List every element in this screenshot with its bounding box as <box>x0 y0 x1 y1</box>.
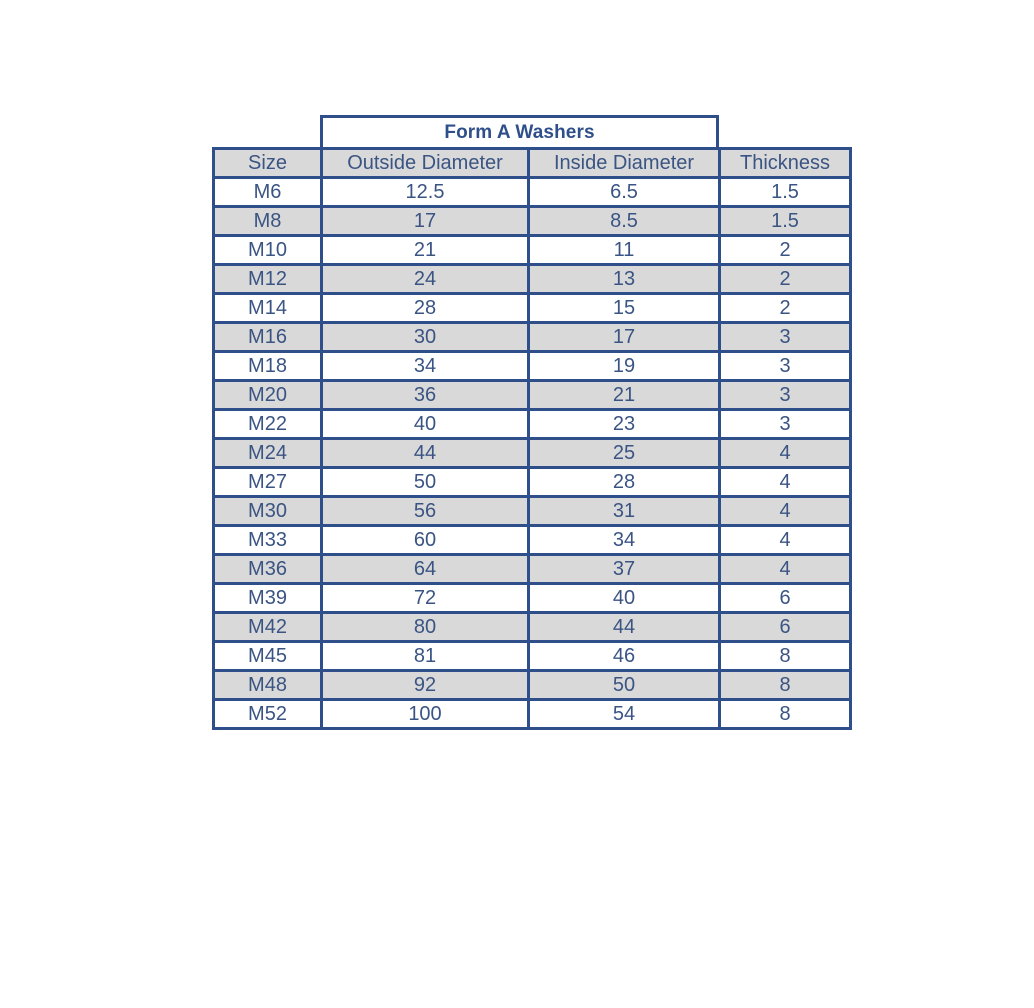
column-header-size: Size <box>214 149 322 178</box>
table-row <box>214 439 851 468</box>
outside-diameter-cell: 36 <box>322 381 529 410</box>
outside-diameter-cell: 34 <box>322 352 529 381</box>
outside-diameter-cell: 64 <box>322 555 529 584</box>
thickness-cell: 1.5 <box>720 207 851 236</box>
inside-diameter-cell: 8.5 <box>529 207 720 236</box>
outside-diameter-cell: 80 <box>322 613 529 642</box>
inside-diameter-cell: 28 <box>529 468 720 497</box>
thickness-cell: 2 <box>720 265 851 294</box>
thickness-cell: 8 <box>720 671 851 700</box>
size-cell: M24 <box>214 439 322 468</box>
table-row <box>214 352 851 381</box>
table-row <box>214 613 851 642</box>
size-cell: M6 <box>214 178 322 207</box>
outside-diameter-cell: 40 <box>322 410 529 439</box>
size-cell: M12 <box>214 265 322 294</box>
table-row <box>214 236 851 265</box>
inside-diameter-cell: 13 <box>529 265 720 294</box>
table-row <box>214 468 851 497</box>
inside-diameter-cell: 23 <box>529 410 720 439</box>
table-row <box>214 555 851 584</box>
inside-diameter-cell: 37 <box>529 555 720 584</box>
outside-diameter-cell: 12.5 <box>322 178 529 207</box>
table-row <box>214 323 851 352</box>
outside-diameter-cell: 72 <box>322 584 529 613</box>
table-title: Form A Washers <box>320 115 719 147</box>
outside-diameter-cell: 100 <box>322 700 529 729</box>
thickness-cell: 4 <box>720 526 851 555</box>
thickness-cell: 1.5 <box>720 178 851 207</box>
size-cell: M33 <box>214 526 322 555</box>
inside-diameter-cell: 6.5 <box>529 178 720 207</box>
size-cell: M27 <box>214 468 322 497</box>
thickness-cell: 3 <box>720 381 851 410</box>
table-row <box>214 207 851 236</box>
outside-diameter-cell: 44 <box>322 439 529 468</box>
table-row <box>214 294 851 323</box>
column-header-thickness: Thickness <box>720 149 851 178</box>
inside-diameter-cell: 54 <box>529 700 720 729</box>
thickness-cell: 2 <box>720 294 851 323</box>
washers-table <box>212 147 852 730</box>
thickness-cell: 8 <box>720 700 851 729</box>
outside-diameter-cell: 92 <box>322 671 529 700</box>
inside-diameter-cell: 17 <box>529 323 720 352</box>
size-cell: M39 <box>214 584 322 613</box>
inside-diameter-cell: 50 <box>529 671 720 700</box>
outside-diameter-cell: 21 <box>322 236 529 265</box>
table-row <box>214 584 851 613</box>
thickness-cell: 3 <box>720 352 851 381</box>
size-cell: M8 <box>214 207 322 236</box>
inside-diameter-cell: 34 <box>529 526 720 555</box>
size-cell: M18 <box>214 352 322 381</box>
inside-diameter-cell: 11 <box>529 236 720 265</box>
size-cell: M48 <box>214 671 322 700</box>
size-cell: M10 <box>214 236 322 265</box>
size-cell: M52 <box>214 700 322 729</box>
outside-diameter-cell: 56 <box>322 497 529 526</box>
table-row <box>214 381 851 410</box>
outside-diameter-cell: 60 <box>322 526 529 555</box>
size-cell: M22 <box>214 410 322 439</box>
size-cell: M14 <box>214 294 322 323</box>
outside-diameter-cell: 28 <box>322 294 529 323</box>
inside-diameter-cell: 44 <box>529 613 720 642</box>
header-row <box>214 149 851 178</box>
inside-diameter-cell: 19 <box>529 352 720 381</box>
thickness-cell: 4 <box>720 497 851 526</box>
thickness-cell: 4 <box>720 439 851 468</box>
thickness-cell: 3 <box>720 410 851 439</box>
table-row <box>214 526 851 555</box>
table-row <box>214 178 851 207</box>
thickness-cell: 6 <box>720 613 851 642</box>
table-body <box>214 178 851 729</box>
thickness-cell: 2 <box>720 236 851 265</box>
outside-diameter-cell: 24 <box>322 265 529 294</box>
thickness-cell: 8 <box>720 642 851 671</box>
inside-diameter-cell: 46 <box>529 642 720 671</box>
thickness-cell: 3 <box>720 323 851 352</box>
size-cell: M36 <box>214 555 322 584</box>
inside-diameter-cell: 25 <box>529 439 720 468</box>
table-row <box>214 700 851 729</box>
column-header-inside-diameter: Inside Diameter <box>529 149 720 178</box>
table-row <box>214 671 851 700</box>
column-header-outside-diameter: Outside Diameter <box>322 149 529 178</box>
thickness-cell: 6 <box>720 584 851 613</box>
table-row <box>214 642 851 671</box>
size-cell: M30 <box>214 497 322 526</box>
outside-diameter-cell: 81 <box>322 642 529 671</box>
size-cell: M42 <box>214 613 322 642</box>
inside-diameter-cell: 15 <box>529 294 720 323</box>
thickness-cell: 4 <box>720 468 851 497</box>
inside-diameter-cell: 40 <box>529 584 720 613</box>
table-row <box>214 497 851 526</box>
outside-diameter-cell: 50 <box>322 468 529 497</box>
thickness-cell: 4 <box>720 555 851 584</box>
outside-diameter-cell: 17 <box>322 207 529 236</box>
table-row <box>214 265 851 294</box>
size-cell: M16 <box>214 323 322 352</box>
outside-diameter-cell: 30 <box>322 323 529 352</box>
size-cell: M45 <box>214 642 322 671</box>
size-cell: M20 <box>214 381 322 410</box>
inside-diameter-cell: 31 <box>529 497 720 526</box>
table-row <box>214 410 851 439</box>
inside-diameter-cell: 21 <box>529 381 720 410</box>
